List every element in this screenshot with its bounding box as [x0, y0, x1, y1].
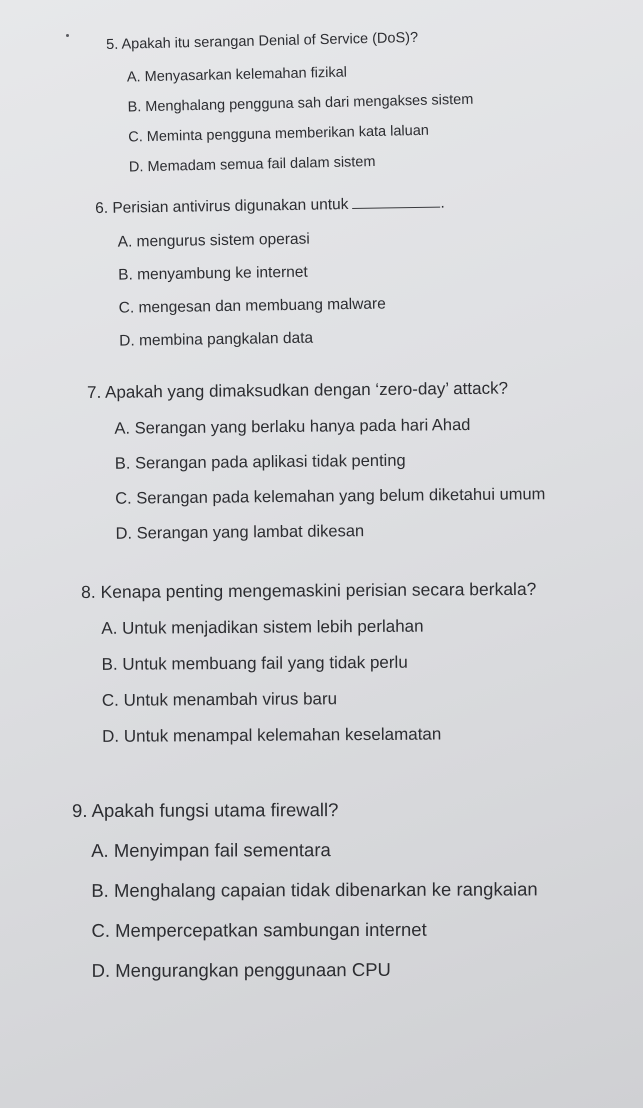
option-c: C. mengesan dan membuang malware — [118, 295, 386, 317]
option-c: C. Meminta pengguna memberikan kata laluan — [128, 122, 430, 146]
option-d: D. Serangan yang lambat dikesan — [115, 522, 365, 543]
question-6 — [95, 195, 447, 351]
option-b: B. Serangan pada aplikasi tidak penting — [114, 451, 406, 473]
option-a: A. Serangan yang berlaku hanya pada hari Ahad — [114, 415, 471, 438]
question-text: 6. Perisian antivirus digunakan untuk . — [95, 194, 445, 217]
paper-speck — [66, 34, 69, 37]
option-a: A. Menyasarkan kelemahan fizikal — [126, 64, 348, 86]
option-b: B. Menghalang capaian tidak dibenarkan ke rangkaian — [91, 878, 538, 901]
question-7 — [87, 378, 546, 544]
option-a: A. mengurus sistem operasi — [117, 230, 310, 251]
question-8 — [81, 579, 537, 747]
question-9 — [72, 798, 538, 982]
option-c: C. Mempercepatkan sambungan internet — [91, 918, 427, 941]
option-b: B. Untuk membuang fail yang tidak perlu — [101, 652, 408, 674]
option-a: A. Untuk menjadikan sistem lebih perlahan — [101, 616, 424, 638]
option-d: D. Memadam semua fail dalam sistem — [128, 153, 376, 176]
option-b: B. menyambung ke internet — [118, 263, 308, 284]
answer-blank — [353, 207, 441, 209]
option-b: B. Menghalang pengguna sah dari mengakses sistem — [127, 91, 474, 116]
question-text: 8. Kenapa penting mengemaskini perisian secara berkala? — [81, 578, 537, 602]
option-c: C. Untuk menambah virus baru — [101, 689, 338, 710]
question-text: 7. Apakah yang dimaksudkan dengan ‘zero-day’ attack? — [87, 378, 509, 402]
question-text: 5. Apakah itu serangan Denial of Service (DoS)? — [106, 29, 419, 53]
question-5 — [106, 29, 475, 176]
option-d: D. Mengurangkan penggunaan CPU — [91, 958, 391, 981]
option-a: A. Menyimpan fail sementara — [91, 839, 331, 861]
option-d: D. membina pangkalan data — [119, 329, 314, 350]
option-d: D. Untuk menampal kelemahan keselamatan — [102, 724, 442, 746]
question-text: 9. Apakah fungsi utama firewall? — [72, 799, 339, 821]
option-c: C. Serangan pada kelemahan yang belum diketahui umum — [115, 485, 546, 508]
